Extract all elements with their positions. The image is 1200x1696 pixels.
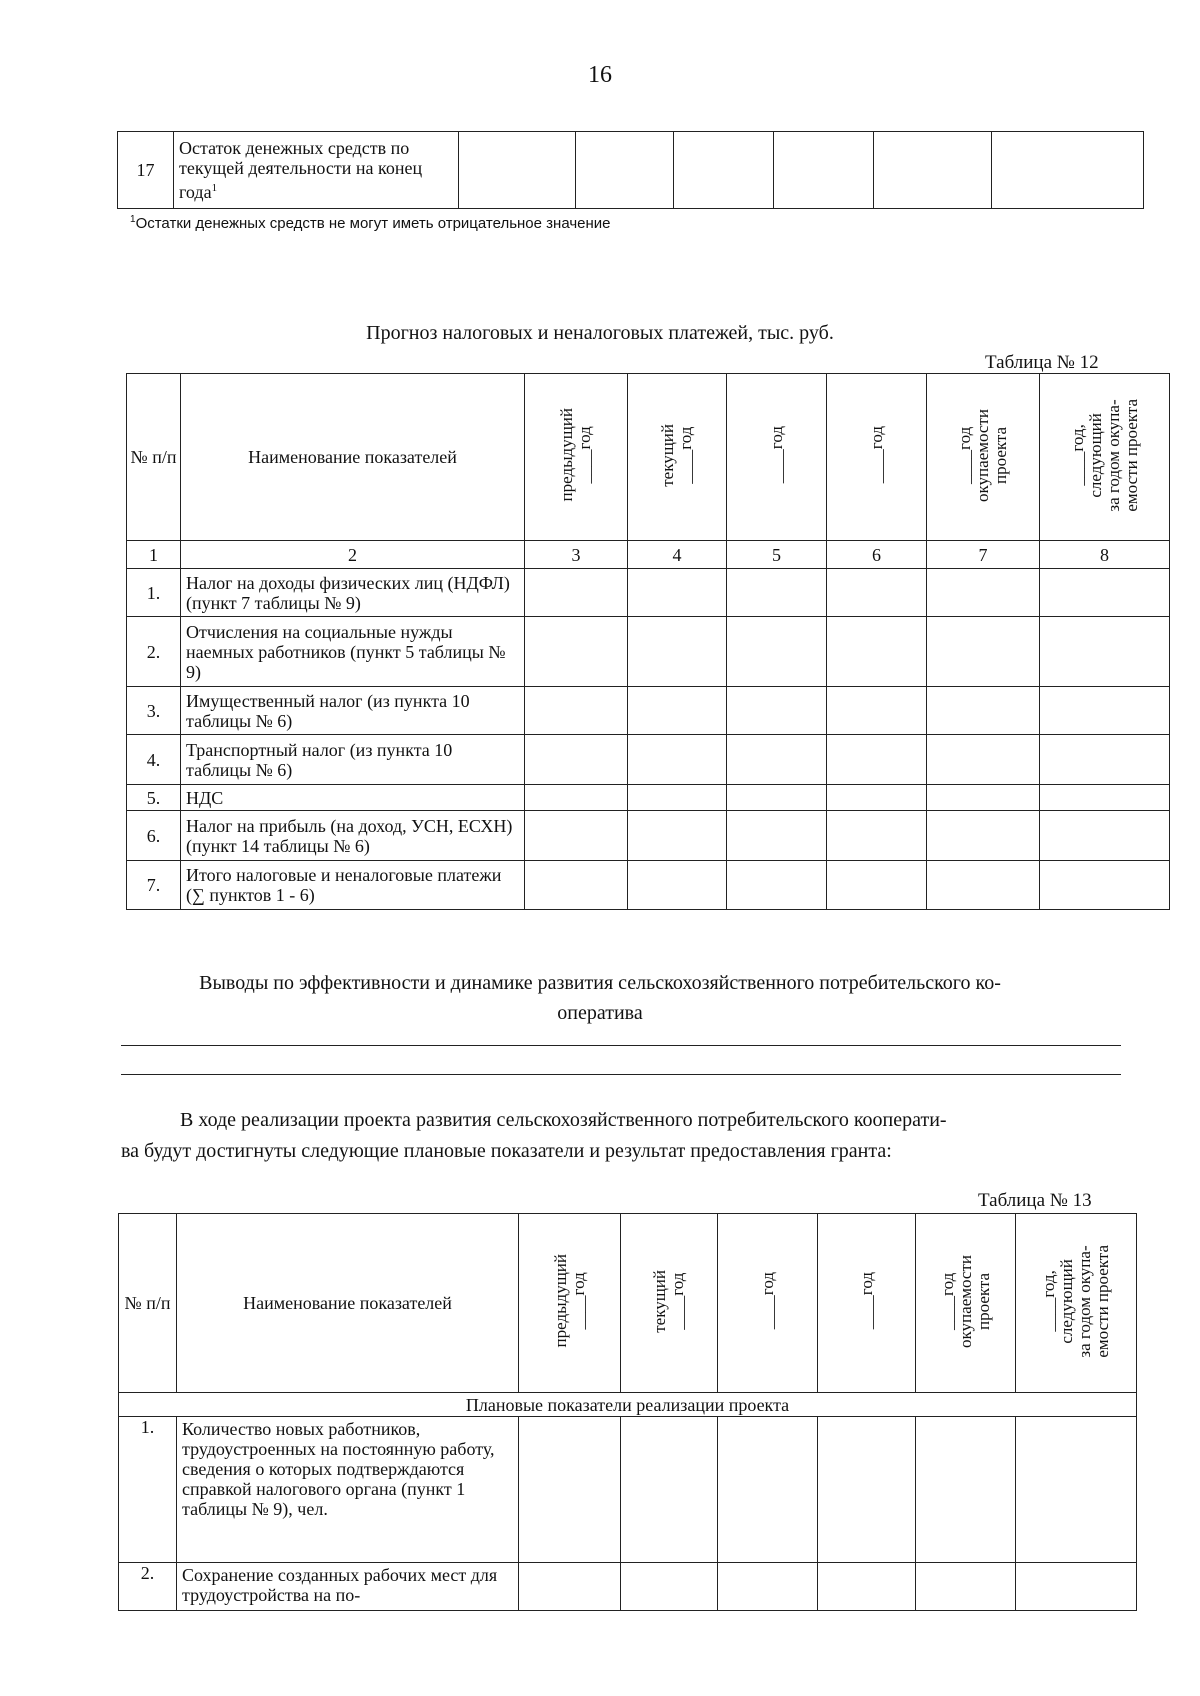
cell	[927, 687, 1040, 735]
cell	[827, 735, 927, 785]
header-year-5: ____год	[727, 374, 827, 541]
cell	[1040, 735, 1170, 785]
cell	[727, 617, 827, 687]
col-number: 3	[525, 541, 628, 569]
header-payback-year: ____год окупаемости проекта	[927, 374, 1040, 541]
row-number: 17	[118, 132, 174, 209]
cell	[818, 1417, 916, 1563]
col-number: 7	[927, 541, 1040, 569]
row-name: Транспортный налог (из пункта 10 таблицы № 6)	[181, 735, 525, 785]
row-number: 2.	[119, 1563, 177, 1611]
header-after-payback-year: ____год, следующий за годом окупа- емости проекта	[1040, 374, 1170, 541]
row-name: Налог на доходы физических лиц (НДФЛ) (пункт 7 таблицы № 9)	[181, 569, 525, 617]
cell	[927, 735, 1040, 785]
cell	[927, 785, 1040, 811]
cell	[818, 1563, 916, 1611]
col-number: 2	[181, 541, 525, 569]
row-name: Количество новых работников, трудоустроенных на постоянную работу, сведения о которых подтверждаются справкой налогового органа (пункт 1 таблицы № 9), чел.	[177, 1417, 519, 1563]
table-row	[127, 687, 1170, 735]
table-row	[127, 735, 1170, 785]
col-number: 5	[727, 541, 827, 569]
header-year-6: ____год	[818, 1214, 916, 1393]
header-current-year: текущий ____год	[628, 374, 727, 541]
cell	[927, 861, 1040, 910]
table13-header-row	[119, 1214, 1137, 1393]
header-name: Наименование показателей	[177, 1214, 519, 1393]
section-title: Плановые показатели реализации проекта	[119, 1393, 1137, 1417]
cell	[827, 617, 927, 687]
cell	[916, 1417, 1016, 1563]
cell	[459, 132, 576, 209]
header-num: № п/п	[119, 1214, 177, 1393]
row-name: Налог на прибыль (на доход, УСН, ЕСХН) (пункт 14 таблицы № 6)	[181, 811, 525, 861]
row-name: НДС	[181, 785, 525, 811]
table-row	[127, 569, 1170, 617]
cell	[992, 132, 1144, 209]
cell	[916, 1563, 1016, 1611]
cell	[519, 1417, 621, 1563]
table-row	[127, 617, 1170, 687]
cell	[1040, 811, 1170, 861]
cell	[727, 735, 827, 785]
conclusions-heading: Выводы по эффективности и динамике развития сельскохозяйственного потребительского ко- оператива	[199, 972, 1001, 1024]
header-num: № п/п	[127, 374, 181, 541]
table-row	[127, 785, 1170, 811]
cell	[628, 811, 727, 861]
table-row	[119, 1417, 1137, 1563]
row-name: Имущественный налог (из пункта 10 таблицы № 6)	[181, 687, 525, 735]
header-prev-year: предыдущий ____год	[519, 1214, 621, 1393]
cell	[774, 132, 874, 209]
cell	[827, 569, 927, 617]
table12-label: Таблица № 12	[985, 352, 1099, 373]
col-number: 1	[127, 541, 181, 569]
cell	[525, 735, 628, 785]
cell	[1016, 1563, 1137, 1611]
cell	[674, 132, 774, 209]
row-name: Сохранение созданных рабочих мест для трудоустройства на по-	[177, 1563, 519, 1611]
cell	[727, 811, 827, 861]
footnote-mark: 1	[130, 214, 136, 225]
cell	[827, 811, 927, 861]
col-number: 8	[1040, 541, 1170, 569]
cell	[621, 1563, 718, 1611]
cell	[525, 569, 628, 617]
header-prev-year: предыдущий ____год	[525, 374, 628, 541]
row-number: 5.	[127, 785, 181, 811]
row-name: Отчисления на социальные нужды наемных работников (пункт 5 таблицы № 9)	[181, 617, 525, 687]
col-number: 6	[827, 541, 927, 569]
paragraph-line-2: ва будут достигнуты следующие плановые показатели и результат предоставления гранта:	[121, 1140, 892, 1162]
table-row	[127, 811, 1170, 861]
cell	[1040, 569, 1170, 617]
cell	[628, 687, 727, 735]
cell	[727, 861, 827, 910]
table-12	[126, 373, 1170, 910]
cell	[927, 569, 1040, 617]
cell	[628, 785, 727, 811]
cell	[519, 1563, 621, 1611]
cell	[628, 861, 727, 910]
cell	[621, 1417, 718, 1563]
row-name: Итого налоговые и неналоговые платежи (∑ пунктов 1 - 6)	[181, 861, 525, 910]
cell	[874, 132, 992, 209]
cell	[1040, 617, 1170, 687]
cell	[525, 785, 628, 811]
table-row	[127, 861, 1170, 910]
cell	[628, 617, 727, 687]
cell	[827, 687, 927, 735]
footnote	[130, 214, 611, 232]
paragraph-line-1: В ходе реализации проекта развития сельскохозяйственного потребительского кооперати-	[180, 1109, 947, 1131]
table13-section-row	[119, 1393, 1137, 1417]
cell	[1040, 785, 1170, 811]
row-number: 6.	[127, 811, 181, 861]
col-number: 4	[628, 541, 727, 569]
cell	[927, 617, 1040, 687]
cell	[525, 687, 628, 735]
cell	[727, 785, 827, 811]
row-number: 1.	[119, 1417, 177, 1563]
footnote-text: Остатки денежных средств не могут иметь отрицательное значение	[135, 215, 611, 232]
cell	[1040, 687, 1170, 735]
table-row	[119, 1563, 1137, 1611]
page-number: 16	[588, 62, 612, 88]
table-13	[118, 1213, 1137, 1611]
row-number: 4.	[127, 735, 181, 785]
blank-line	[121, 1045, 1121, 1046]
cash-balance-table	[117, 131, 1144, 209]
table13-label: Таблица № 13	[978, 1190, 1092, 1211]
header-name: Наименование показателей	[181, 374, 525, 541]
cell	[718, 1563, 818, 1611]
cell	[927, 811, 1040, 861]
cell	[576, 132, 674, 209]
header-year-6: ____год	[827, 374, 927, 541]
cell	[827, 785, 927, 811]
row-number: 7.	[127, 861, 181, 910]
cell	[727, 687, 827, 735]
cell	[525, 617, 628, 687]
cell	[1016, 1417, 1137, 1563]
row-number: 2.	[127, 617, 181, 687]
header-payback-year: ____год окупаемости проекта	[916, 1214, 1016, 1393]
blank-line	[121, 1074, 1121, 1075]
header-year-5: ____год	[718, 1214, 818, 1393]
header-after-payback-year: ____год, следующий за годом окупа- емости проекта	[1016, 1214, 1137, 1393]
cell	[525, 861, 628, 910]
cell	[525, 811, 628, 861]
cell	[1040, 861, 1170, 910]
table12-title: Прогноз налоговых и неналоговых платежей, тыс. руб.	[366, 322, 834, 344]
cell	[827, 861, 927, 910]
cell	[727, 569, 827, 617]
row-name: Остаток денежных средств по текущей деятельности на конец года$^1$	[174, 132, 459, 209]
table12-colnum-row	[127, 541, 1170, 569]
table12-header-row	[127, 374, 1170, 541]
row-number: 1.	[127, 569, 181, 617]
row-number: 3.	[127, 687, 181, 735]
cell	[628, 735, 727, 785]
cell	[718, 1417, 818, 1563]
cell	[628, 569, 727, 617]
header-current-year: текущий ____год	[621, 1214, 718, 1393]
